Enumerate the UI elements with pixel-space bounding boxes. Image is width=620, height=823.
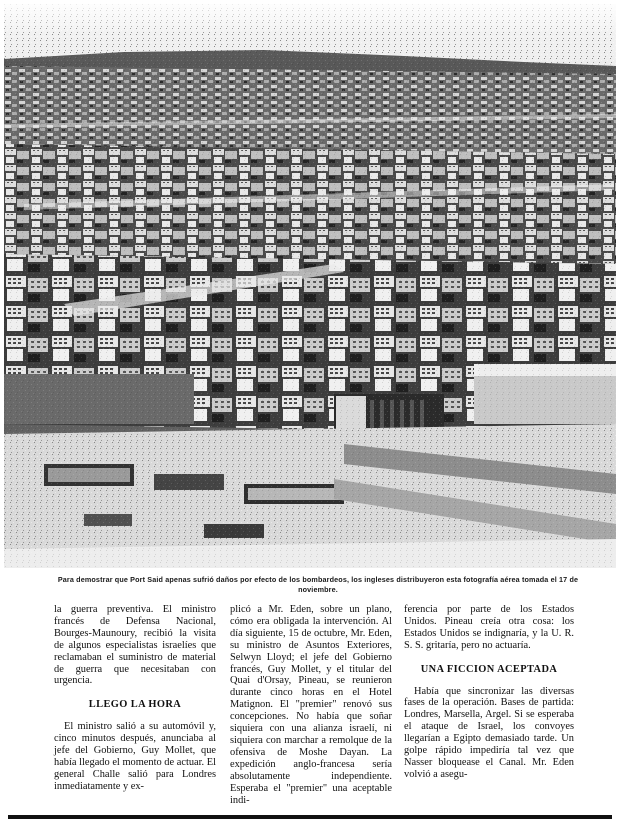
aerial-city-photo	[4, 4, 616, 568]
top-fade	[4, 4, 616, 34]
column1-paragraph-1: la guerra preventiva. El ministro francés de Defensa Nacional, Bourges-Maunoury, recibió la visita de algunos especialistas israelíes que reclamaban el suministro de material de guerra que necesitaban con urgencia.	[54, 604, 216, 687]
section-heading-una-ficcion-aceptada: UNA FICCION ACEPTADA	[420, 663, 558, 675]
column3-paragraph-2: Había que sincronizar las diversas fases de la operación. Bases de partida: Londres, Marsella, Argel. Si se esperaba el ataque de Israel, los convoyes llegarían a Egipto demasiado tarde. Un golpe rápido impediría tal vez que Nasser bloquease el Canal. Mr. Eden volvió a asegu-	[404, 685, 574, 780]
column2-paragraph-1: plicó a Mr. Eden, sobre un plano, cómo era obligada la intervención. Al día siguiente, 15 de octubre, Mr. Eden, su ministro de Asuntos Exteriores, Selwyn Lloyd; el jefe del Gobierno francés, Guy Mollet, y el titular del Quai d'Orsay, Pineau, se reunieron durante cinco horas en el Hotel Matignon. El "premier" renovó sus concepciones. No había que soñar siquiera con una alianza israelí, ni siquiera con marchar a remolque de la ofensiva de Moshe Dayan. La expedición anglo-francesa sería absolutamente independiente. Esperaba el "premier" una aceptable indi-	[230, 604, 392, 806]
bottom-rule	[8, 815, 612, 819]
text-column-2	[230, 604, 392, 806]
column3-paragraph-1: ferencia por parte de los Estados Unidos. Pineau creía otra cosa: los Estados Unidos se indignaría, y la U. R. S. S. gritaría, pero no actuaría.	[404, 604, 574, 651]
text-column-1	[54, 604, 216, 793]
column1-paragraph-2: El ministro salió a su automóvil y, cinco minutos después, anunciaba al jefe del Gobierno, Guy Mollet, que había llegado el momento de actuar. El general Challe salió para Londres inmediatamente y ex-	[54, 721, 216, 792]
photo-caption: Para demostrar que Port Said apenas sufrió daños por efecto de los bombardeos, los ingleses distribuyeron esta fotografía aérea tomada el 17 de noviembre.	[57, 575, 579, 594]
section-heading-llego-la-hora: LLEGO LA HORA	[88, 699, 182, 711]
aerial-city-illustration	[4, 4, 616, 568]
text-column-3	[404, 604, 574, 781]
